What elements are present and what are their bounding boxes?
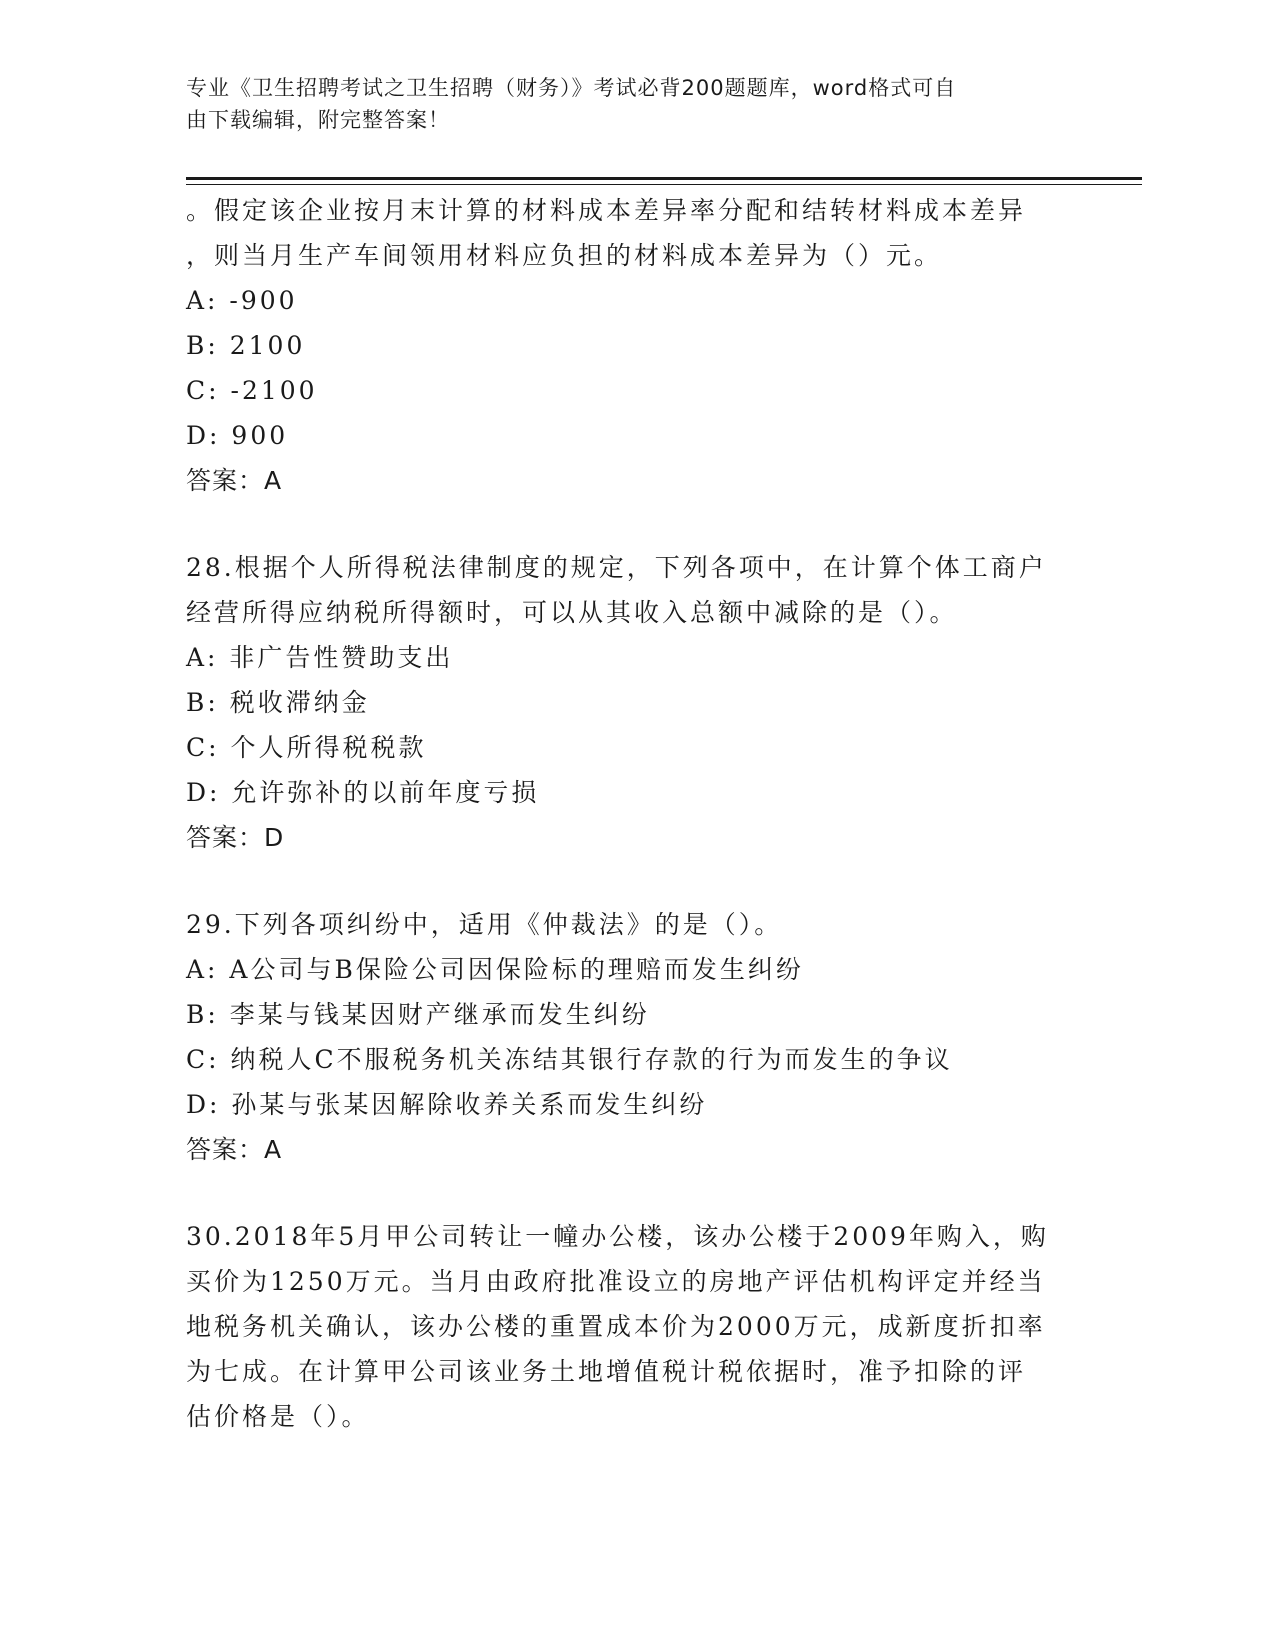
question-stem-line: ，则当月生产车间领用材料应负担的材料成本差异为（）元。: [186, 241, 943, 270]
option-d: D: 允许弥补的以前年度亏损: [186, 778, 540, 807]
option-b: B: 税收滞纳金: [186, 688, 370, 717]
header-line-2: 由下载编辑，附完整答案！: [186, 108, 450, 132]
option-c: C: -2100: [186, 376, 318, 405]
question-27: [186, 188, 1086, 503]
question-stem-line: 为七成。在计算甲公司该业务土地增值税计税依据时，准予扣除的评: [186, 1357, 1027, 1386]
question-stem-line: 经营所得应纳税所得额时，可以从其收入总额中减除的是（）。: [186, 598, 958, 627]
question-stem-line: 买价为1250万元。当月由政府批准设立的房地产评估机构评定并经当: [186, 1267, 1046, 1296]
question-stem-line: 28.根据个人所得税法律制度的规定，下列各项中，在计算个体工商户: [186, 553, 1047, 582]
question-30: [186, 1214, 1086, 1439]
header-divider-thick: [186, 177, 1142, 180]
header-line-1: 专业《卫生招聘考试之卫生招聘（财务）》考试必背200题题库，word格式可自: [186, 76, 957, 100]
question-29: [186, 902, 1086, 1172]
answer-text: 答案：A: [186, 1135, 283, 1164]
spacer: [186, 860, 1086, 902]
question-stem-line: 29.下列各项纠纷中，适用《仲裁法》的是（）。: [186, 910, 783, 939]
question-stem-line: 地税务机关确认，该办公楼的重置成本价为2000万元，成新度折扣率: [186, 1312, 1046, 1341]
option-a: A: A公司与B保险公司因保险标的理赔而发生纠纷: [186, 955, 804, 984]
question-stem-line: 。假定该企业按月末计算的材料成本差异率分配和结转材料成本差异: [186, 196, 1027, 225]
document-header: [186, 72, 1066, 136]
question-stem-line: 估价格是（）。: [186, 1402, 370, 1431]
answer-text: 答案：A: [186, 466, 283, 495]
option-a: A: -900: [186, 286, 298, 315]
option-c: C: 纳税人C不服税务机关冻结其银行存款的行为而发生的争议: [186, 1045, 953, 1074]
header-divider-thin: [186, 184, 1142, 185]
option-a: A: 非广告性赞助支出: [186, 643, 454, 672]
option-b: B: 2100: [186, 331, 306, 360]
option-b: B: 李某与钱某因财产继承而发生纠纷: [186, 1000, 650, 1029]
option-c: C: 个人所得税税款: [186, 733, 427, 762]
question-28: [186, 545, 1086, 860]
spacer: [186, 503, 1086, 545]
option-d: D: 孙某与张某因解除收养关系而发生纠纷: [186, 1090, 708, 1119]
question-stem-line: 30.2018年5月甲公司转让一幢办公楼，该办公楼于2009年购入，购: [186, 1222, 1049, 1251]
question-list: [186, 188, 1086, 1439]
option-d: D: 900: [186, 421, 289, 450]
answer-text: 答案：D: [186, 823, 285, 852]
spacer: [186, 1172, 1086, 1214]
